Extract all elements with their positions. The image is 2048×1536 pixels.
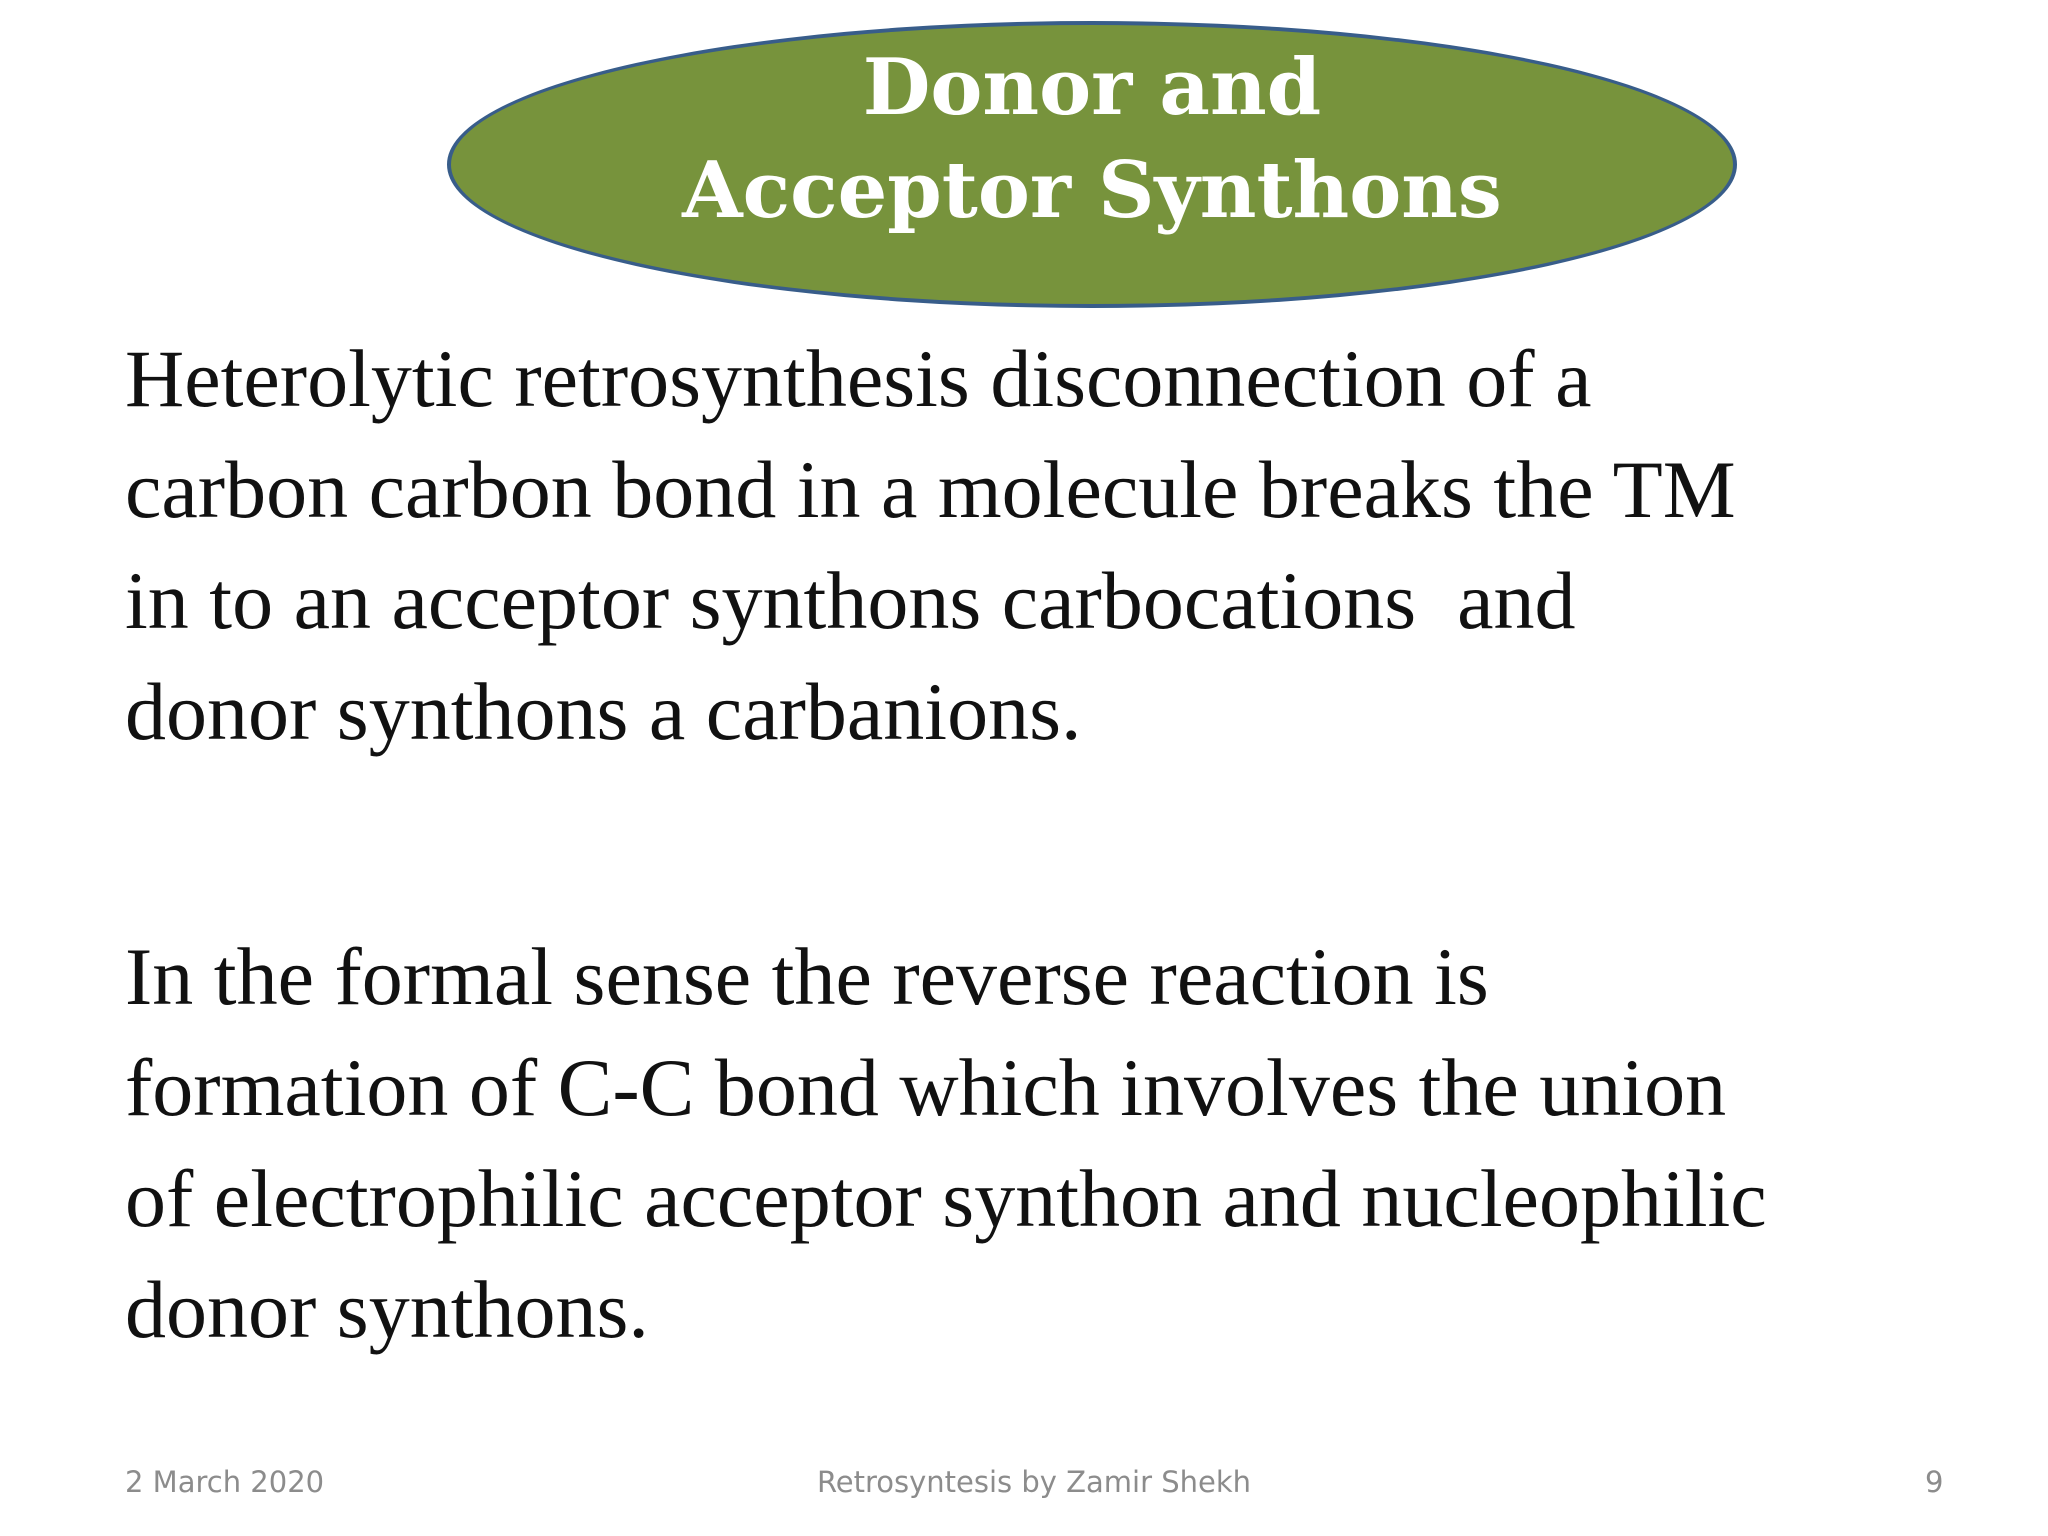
slide-title xyxy=(447,36,1737,242)
footer-page-number: 9 xyxy=(1925,1465,1944,1499)
footer-title: Retrosyntesis by Zamir Shekh xyxy=(816,1465,1252,1499)
paragraph-2-line-1: In the formal sense the reverse reaction is xyxy=(125,931,1489,1022)
body-paragraph-2 xyxy=(125,921,1767,1365)
paragraph-2-line-2: formation of C-C bond which involves the union xyxy=(125,1042,1727,1133)
footer-date: 2 March 2020 xyxy=(125,1465,325,1499)
body-paragraph-1 xyxy=(125,323,1736,767)
paragraph-2-line-4: donor synthons. xyxy=(125,1264,649,1355)
slide-title-line-2: Acceptor Synthons xyxy=(682,145,1502,236)
paragraph-1-line-1: Heterolytic retrosynthesis disconnection of a xyxy=(125,333,1592,424)
paragraph-1-line-3: in to an acceptor synthons carbocations and xyxy=(125,555,1576,646)
slide-title-line-1: Donor and xyxy=(862,42,1322,133)
paragraph-1-line-4: donor synthons a carbanions. xyxy=(125,666,1082,757)
paragraph-2-line-3: of electrophilic acceptor synthon and nucleophilic xyxy=(125,1153,1767,1244)
paragraph-1-line-2: carbon carbon bond in a molecule breaks the TM xyxy=(125,444,1736,535)
